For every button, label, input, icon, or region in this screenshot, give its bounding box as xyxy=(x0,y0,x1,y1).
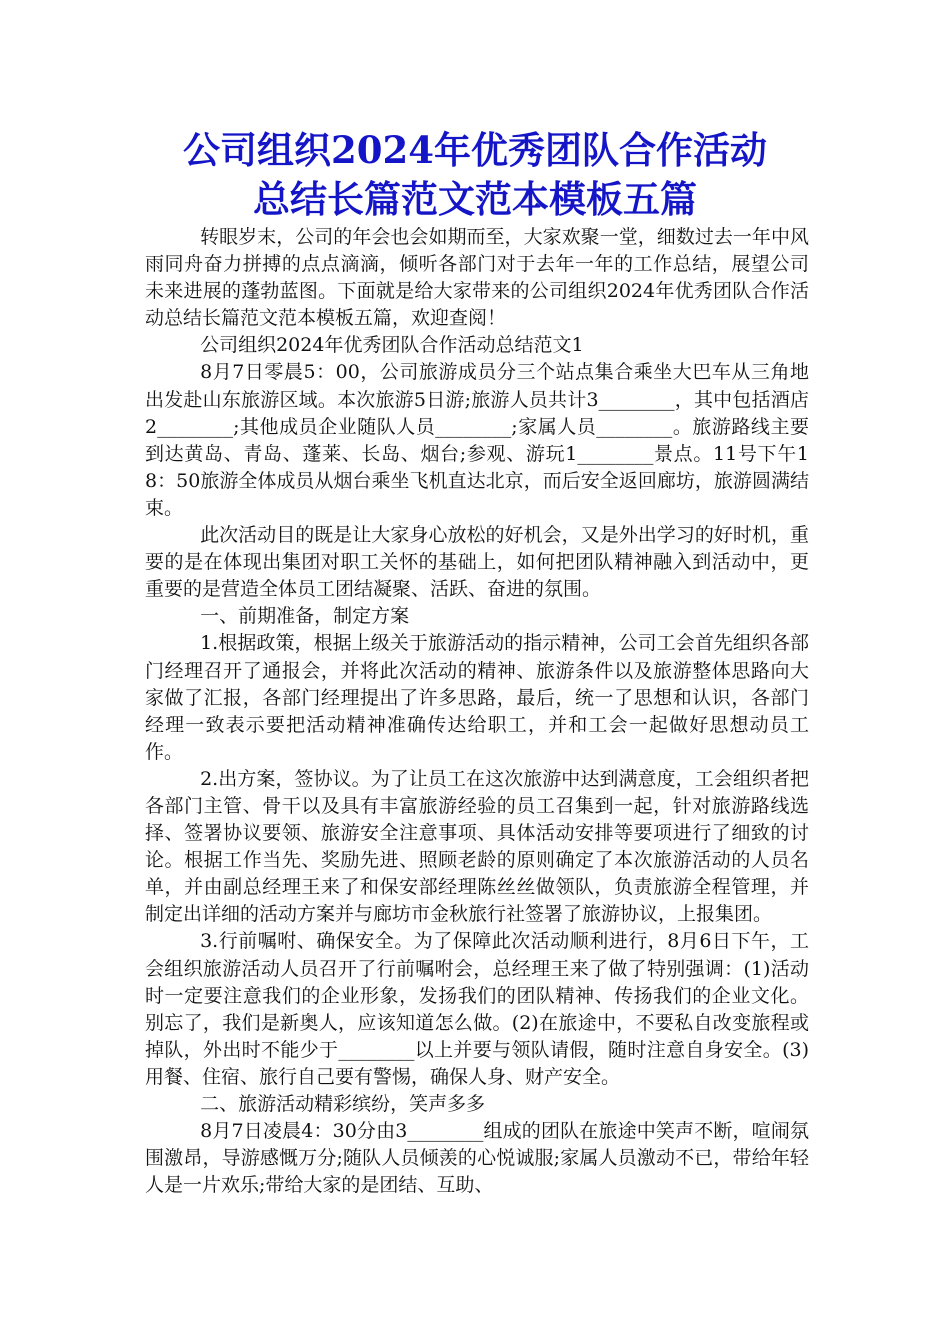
section-heading-activities: 二、旅游活动精彩缤纷，笑声多多 xyxy=(200,1093,486,1115)
document-title-line-2: 总结长篇范文范本模板五篇 xyxy=(253,177,697,221)
body-paragraph: 1.根据政策，根据上级关于旅游活动的指示精神，公司工会首先组织各部门经理召开了通报会，并将此次活动的精神、旅游条件以及旅游整体思路向大家做了汇报，各部门经理提出了许多思路，最后，统一了思想和认识，各部门经理一致表示要把活动精神准确传达给职工，并和工会一起做好思想动员工作。 xyxy=(145,632,809,763)
intro-paragraph: 转眼岁末，公司的年会也会如期而至，大家欢聚一堂，细数过去一年中风雨同舟奋力拼搏的点点滴滴，倾听各部门对于去年一年的工作总结，展望公司未来进展的蓬勃蓝图。下面就是给大家带来的公司组织2024年优秀团队合作活动总结长篇范文范本模板五篇，欢迎查阅！ xyxy=(145,226,809,330)
document-title xyxy=(100,126,850,224)
document-body xyxy=(145,224,809,1199)
body-paragraph: 8月7日凌晨4：30分由3________组成的团队在旅途中笑声不断，喧闹氛围激昂，导游感慨万分;随队人员倾羡的心悦诚服;家属人员激动不已，带给年轻人是一片欢乐;带给大家的是团结、互助、 xyxy=(145,1120,809,1197)
body-paragraph: 2.出方案，签协议。为了让员工在这次旅游中达到满意度，工会组织者把各部门主管、骨干以及具有丰富旅游经验的员工召集到一起，针对旅游路线选择、签署协议要领、旅游安全注意事项、具体活动安排等要项进行了细致的讨论。根据工作当先、奖励先进、照顾老龄的原则确定了本次旅游活动的人员名单，并由副总经理王来了和保安部经理陈丝丝做领队，负责旅游全程管理，并制定出详细的活动方案并与廊坊市金秋旅行社签署了旅游协议，上报集团。 xyxy=(145,767,809,926)
section-heading-article-1: 公司组织2024年优秀团队合作活动总结范文1 xyxy=(200,334,584,357)
body-paragraph: 3.行前嘱咐、确保安全。为了保障此次活动顺利进行，8月6日下午，工会组织旅游活动人员召开了行前嘱咐会，总经理王来了做了特别强调：(1)活动时一定要注意我们的企业形象，发扬我们的团队精神、传扬我们的企业文化。别忘了，我们是新奥人，应该知道怎么做。(2)在旅途中，不要私自改变旅程或掉队，外出时不能少于________以上并要与领队请假，随时注意自身安全。(3)用餐、住宿、旅行自己要有警惕，确保人身、财产安全。 xyxy=(145,930,809,1088)
body-paragraph: 此次活动目的既是让大家身心放松的好机会，又是外出学习的好时机，重要的是在体现出集团对职工关怀的基础上，如何把团队精神融入到活动中，更重要的是营造全体员工团结凝聚、活跃、奋进的氛围。 xyxy=(145,524,809,601)
body-paragraph: 8月7日零晨5：00，公司旅游成员分三个站点集合乘坐大巴车从三角地出发赴山东旅游区域。本次旅游5日游;旅游人员共计3________，其中包括酒店2________;其他成员企业随队人员________;家属人员________。旅游路线主要到达黄岛、青岛、蓬莱、长岛、烟台;参观、游玩1________景点。11号下午18：50旅游全体成员从烟台乘坐飞机直达北京，而后安全返回廊坊，旅游圆满结束。 xyxy=(145,361,809,519)
section-heading-preparation: 一、前期准备，制定方案 xyxy=(200,605,410,628)
document-title-line-1: 公司组织2024年优秀团队合作活动 xyxy=(183,128,767,172)
